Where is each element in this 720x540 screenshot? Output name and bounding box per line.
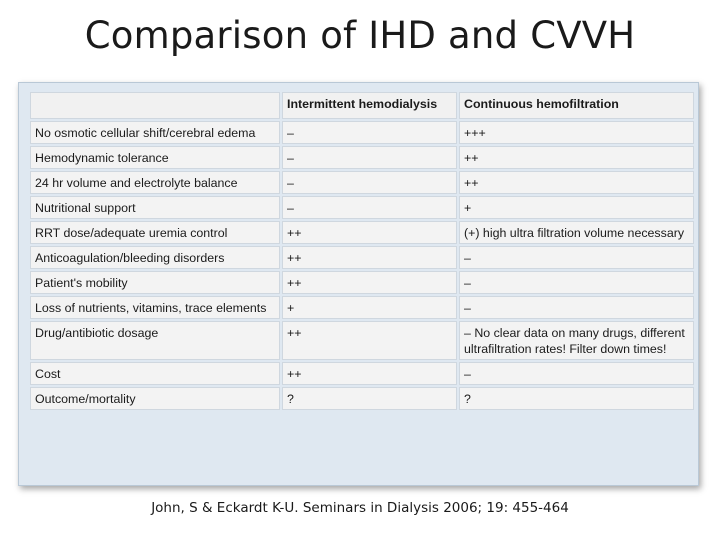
- cvvh-cell: ?: [459, 387, 694, 410]
- feature-cell: Loss of nutrients, vitamins, trace elements: [30, 296, 280, 319]
- slide-title: Comparison of IHD and CVVH: [84, 14, 636, 57]
- table-row: [30, 246, 694, 269]
- feature-cell: No osmotic cellular shift/cerebral edema: [30, 121, 280, 144]
- ihd-cell: +: [282, 296, 457, 319]
- cvvh-cell: +++: [459, 121, 694, 144]
- feature-cell: Outcome/mortality: [30, 387, 280, 410]
- header-feature: [30, 92, 280, 119]
- ihd-cell: ++: [282, 221, 457, 244]
- cvvh-cell: – No clear data on many drugs, different ultrafiltration rates! Filter down times!: [459, 321, 694, 360]
- table-row: [30, 171, 694, 194]
- feature-cell: Hemodynamic tolerance: [30, 146, 280, 169]
- table-row: [30, 321, 694, 360]
- ihd-cell: –: [282, 171, 457, 194]
- ihd-cell: –: [282, 196, 457, 219]
- feature-cell: Nutritional support: [30, 196, 280, 219]
- table-row: [30, 296, 694, 319]
- table-row: [30, 362, 694, 385]
- ihd-cell: ++: [282, 246, 457, 269]
- table-header-row: [30, 92, 694, 119]
- table-row: [30, 221, 694, 244]
- feature-cell: RRT dose/adequate uremia control: [30, 221, 280, 244]
- cvvh-cell: (+) high ultra filtration volume necessary: [459, 221, 694, 244]
- comparison-table-frame: [18, 82, 699, 486]
- feature-cell: Patient's mobility: [30, 271, 280, 294]
- table-row: [30, 196, 694, 219]
- table-row: [30, 387, 694, 410]
- header-cvvh: Continuous hemofiltration: [459, 92, 694, 119]
- ihd-cell: ?: [282, 387, 457, 410]
- cvvh-cell: +: [459, 196, 694, 219]
- table-row: [30, 121, 694, 144]
- ihd-cell: –: [282, 121, 457, 144]
- ihd-cell: ++: [282, 362, 457, 385]
- cvvh-cell: –: [459, 362, 694, 385]
- citation: John, S & Eckardt K-U. Seminars in Dialysis 2006; 19: 455-464: [151, 500, 569, 516]
- header-ihd: Intermittent hemodialysis: [282, 92, 457, 119]
- cvvh-cell: –: [459, 246, 694, 269]
- cvvh-cell: –: [459, 296, 694, 319]
- ihd-cell: ++: [282, 271, 457, 294]
- cvvh-cell: ++: [459, 171, 694, 194]
- feature-cell: Drug/antibiotic dosage: [30, 321, 280, 360]
- table-row: [30, 271, 694, 294]
- cvvh-cell: –: [459, 271, 694, 294]
- feature-cell: Anticoagulation/bleeding disorders: [30, 246, 280, 269]
- ihd-cell: –: [282, 146, 457, 169]
- table-row: [30, 146, 694, 169]
- cvvh-cell: ++: [459, 146, 694, 169]
- feature-cell: 24 hr volume and electrolyte balance: [30, 171, 280, 194]
- feature-cell: Cost: [30, 362, 280, 385]
- comparison-table: [28, 90, 696, 412]
- ihd-cell: ++: [282, 321, 457, 360]
